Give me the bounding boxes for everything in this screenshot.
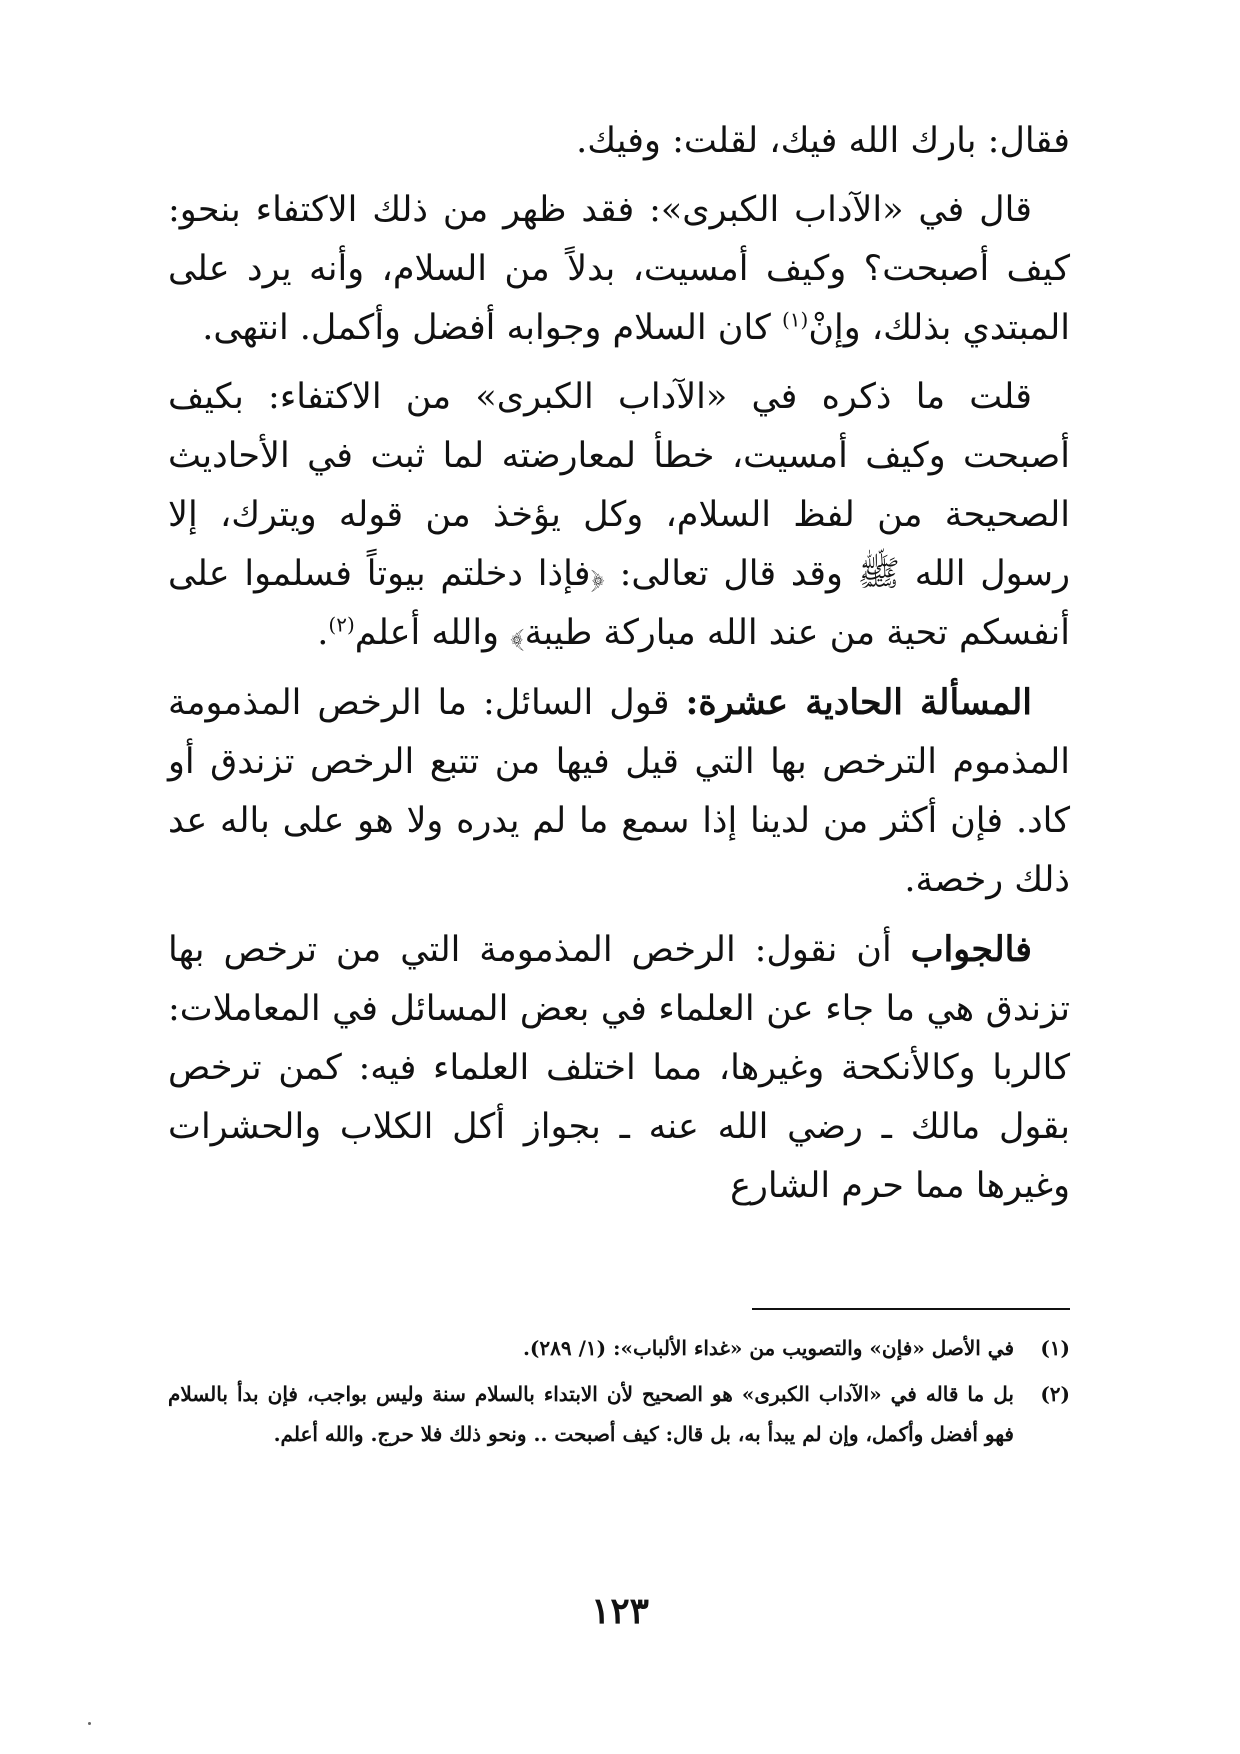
footnote-reference: (٢) [328, 612, 355, 637]
paragraph-text: قال في «الآداب الكبرى»: فقد ظهر من ذلك الاكتفاء بنحو: كيف أصبحت؟ وكيف أمسيت، بدلاً من السلام، وأنه يرد على المبتدي بذلك، وإنْ [168, 190, 1070, 348]
paragraph-text: . [317, 613, 329, 653]
paragraph-text: قلت ما ذكره في «الآداب الكبرى» من الاكتفاء: بكيف أصبحت وكيف أمسيت، خطأ لمعارضته لما ثبت في الأحاديث الصحيحة من لفظ السلام، وكل يؤخذ من قوله ويترك، إلا رسول الله ﷺ وقد قال تعالى: ﴿فإذا دخلتم بيوتاً فسلموا على أنفسكم تحية من عند الله مباركة طيبة﴾ والله أعلم [168, 377, 1070, 653]
footnote-number: (٢) [1040, 1382, 1070, 1406]
footnotes [168, 1328, 1070, 1460]
footnote-text: في الأصل «فإن» والتصويب من «غداء الألباب»: (١/ ٢٨٩). [522, 1336, 1014, 1360]
footnote-number: (١) [1040, 1336, 1070, 1360]
footnote-divider [752, 1308, 1070, 1310]
footnote-text: بل ما قاله في «الآداب الكبرى» هو الصحيح لأن الابتداء بالسلام سنة وليس بواجب، فإن بدأ بالسلام فهو أفضل وأكمل، وإن لم يبدأ به، بل قال: كيف أصبحت .. ونحو ذلك فلا حرج. والله أعلم. [168, 1382, 1014, 1446]
paragraph [168, 673, 1070, 910]
paragraph [168, 920, 1070, 1216]
scan-speck [88, 1722, 91, 1725]
paragraph-text: كان السلام وجوابه أفضل وأكمل. انتهى. [202, 308, 782, 348]
paragraph [168, 112, 1070, 171]
section-heading: المسألة الحادية عشرة: [685, 682, 1032, 723]
page-number: ١٢٣ [590, 1590, 649, 1632]
paragraph-text: أن نقول: الرخص المذمومة التي من ترخص بها تزندق هي ما جاء عن العلماء في بعض المسائل في المعاملات: كالربا وكالأنكحة وغيرها، مما اختلف العلماء فيه: كمن ترخص بقول مالك ـ رضي الله عنه ـ بجواز أكل الكلاب والحشرات وغيرها مما حرم الشارع [168, 930, 1070, 1206]
paragraph [168, 181, 1070, 358]
paragraph [168, 368, 1070, 663]
footnote-reference: (١) [781, 307, 809, 332]
answer-heading: فالجواب [910, 929, 1032, 970]
paragraph-text: قول السائل: ما الرخص المذمومة المذموم الترخص بها التي قيل فيها من تتبع الرخص تزندق أو كاد. فإن أكثر من لدينا إذا سمع ما لم يدره ولا هو على باله عد ذلك رخصة. [168, 683, 1070, 900]
main-text [168, 112, 1070, 1226]
footnote [168, 1328, 1070, 1368]
paragraph-text: فقال: بارك الله فيك، لقلت: وفيك. [576, 121, 1070, 161]
footnote [168, 1374, 1070, 1454]
